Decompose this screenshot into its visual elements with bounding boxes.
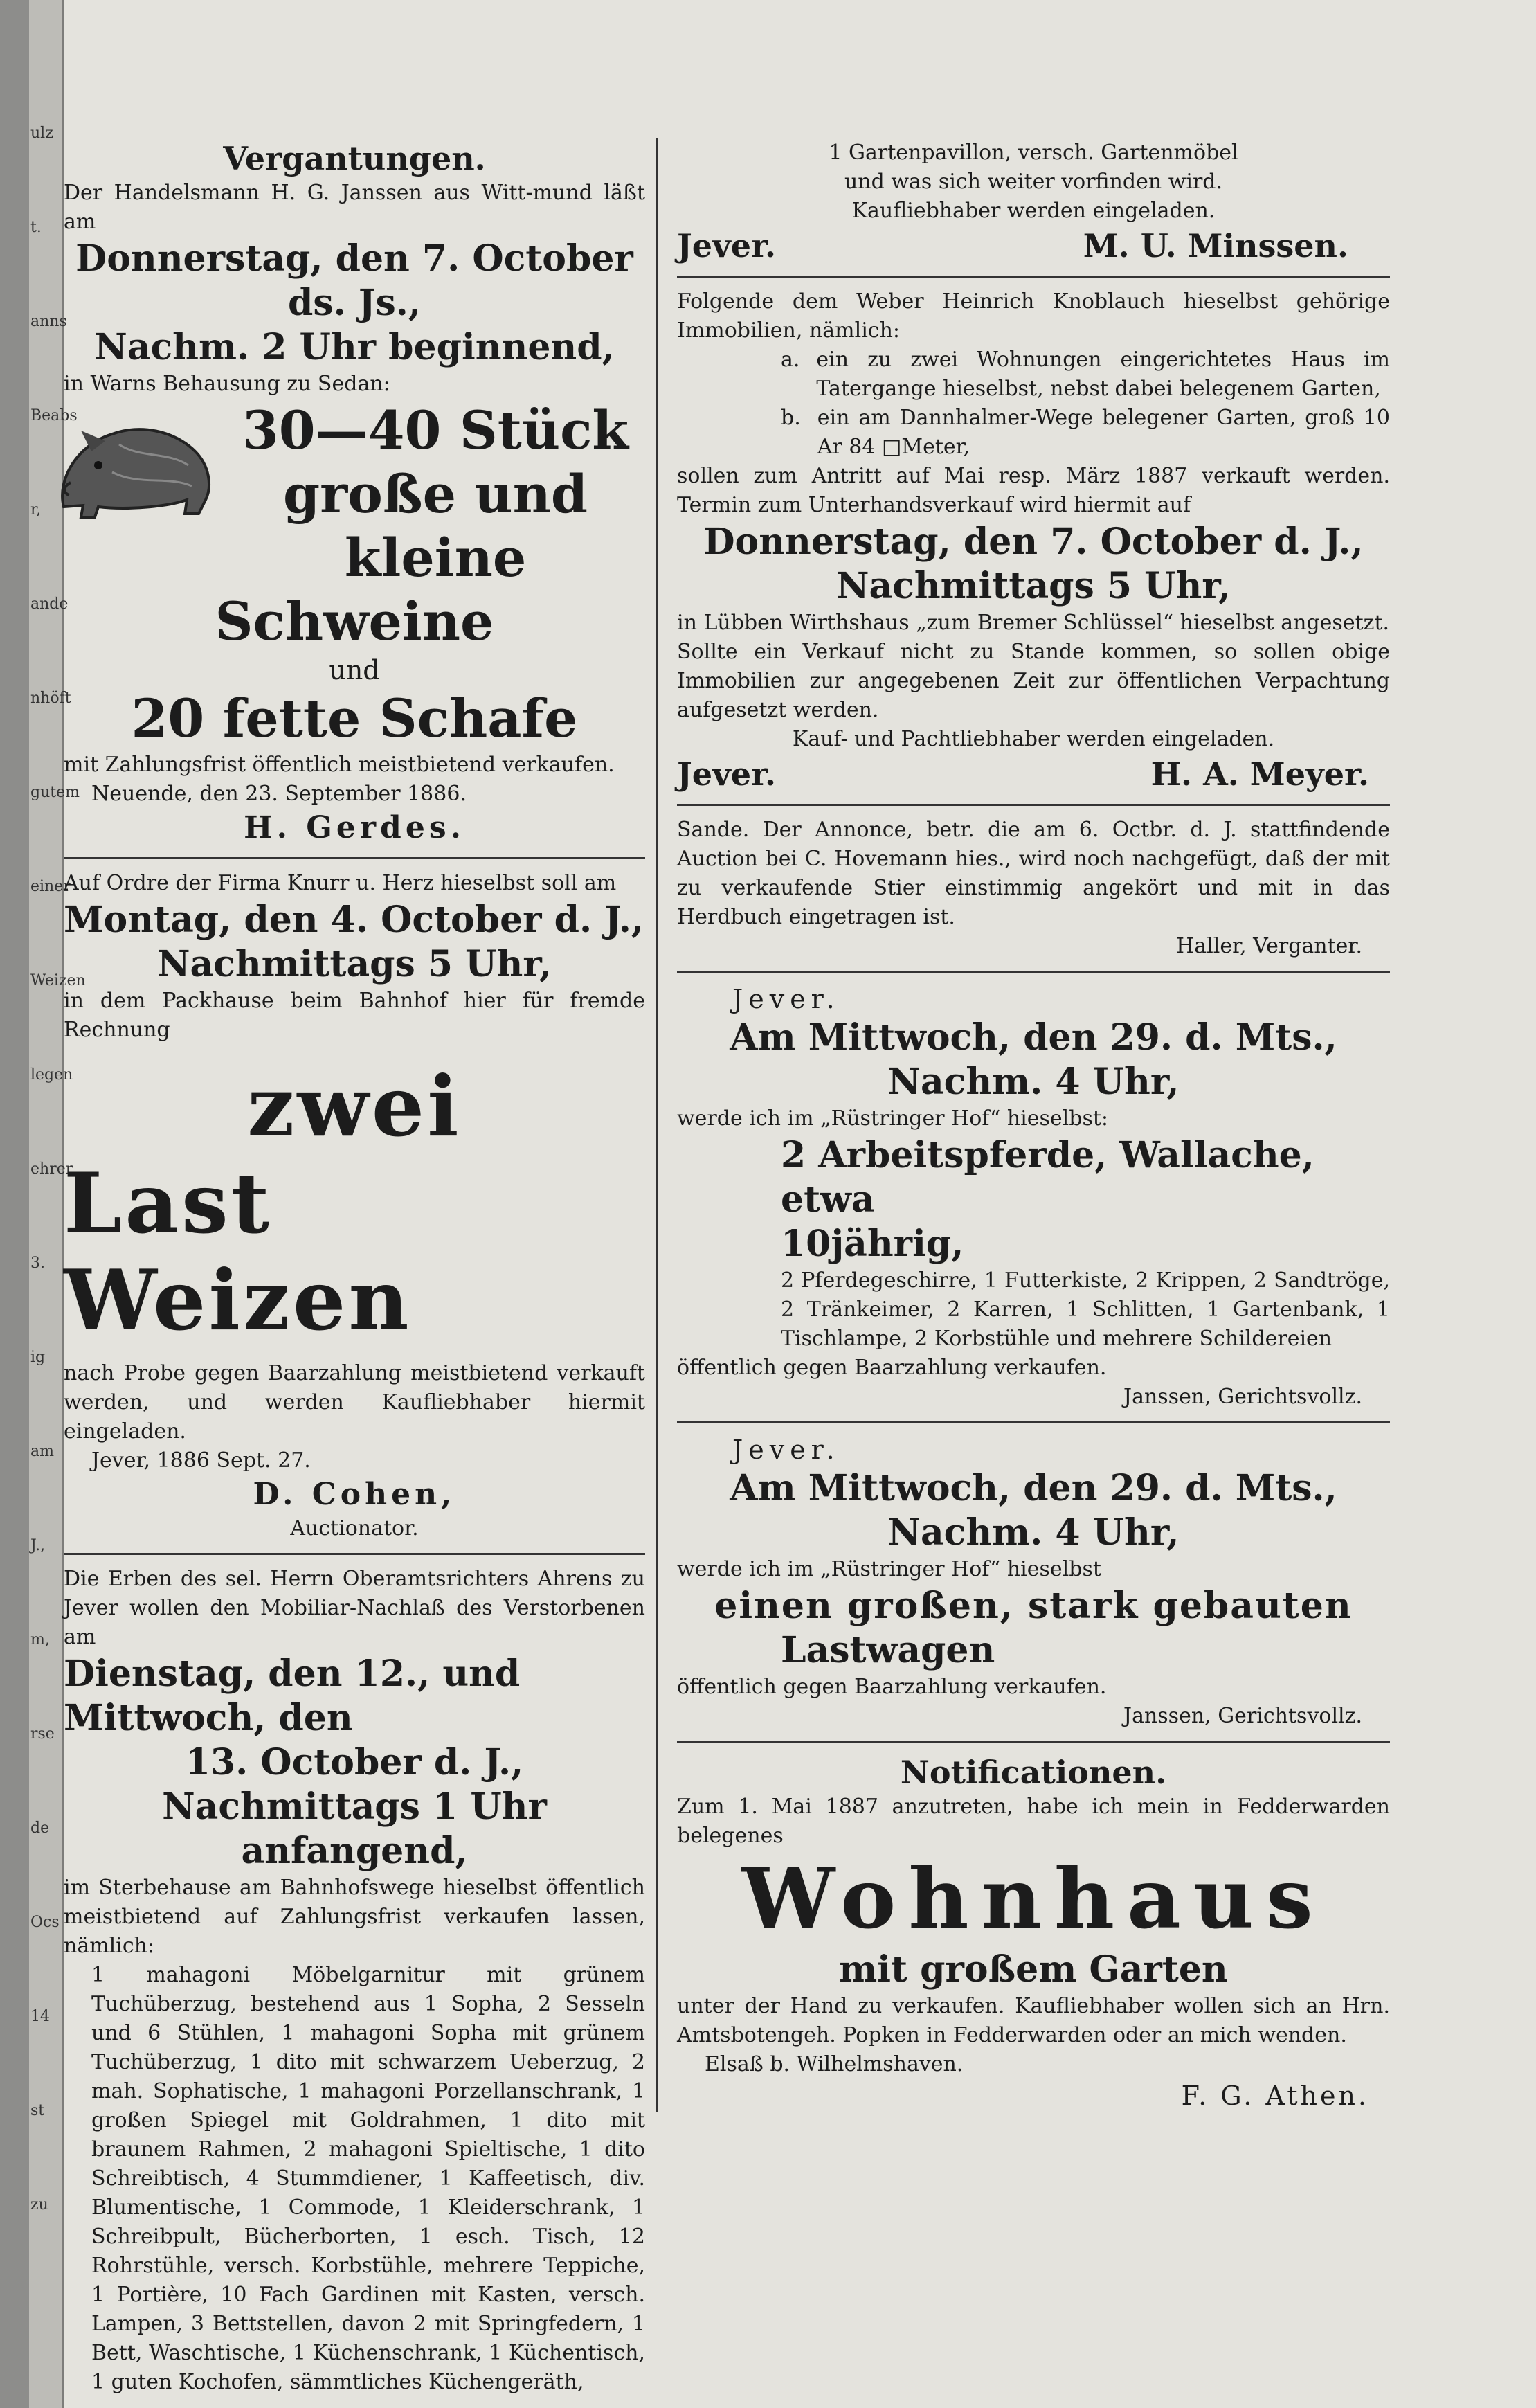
notice-place: in Lübben Wirthshaus „zum Bremer Schlüssel“ hieselbst angesetzt. bbox=[677, 611, 1390, 635]
list-text: ein am Dannhalmer-Wege belegener Garten, groß 10 Ar 84 □Meter, bbox=[817, 406, 1390, 459]
headline-quantity: zwei bbox=[247, 1058, 462, 1156]
notice-intro: werde ich im „Rüstringer Hof“ hieselbst: bbox=[677, 1106, 1109, 1131]
auction-date-cont: 13. October d. J., bbox=[185, 1741, 524, 1783]
signature: Janssen, Gerichtsvollz. bbox=[1123, 1704, 1362, 1728]
signature: Haller, Verganter. bbox=[1176, 934, 1362, 958]
notice-time: Nachm. 4 Uhr, bbox=[887, 1061, 1180, 1103]
auction-place: im Sterbehause am Bahnhofswege hieselbst öffentlich meistbietend auf Zahlungsfrist verkaufen lassen, nämlich: bbox=[64, 1876, 645, 1958]
auction-place: in Warns Behausung zu Sedan: bbox=[64, 372, 390, 396]
signature: Janssen, Gerichtsvollz. bbox=[1123, 1385, 1362, 1409]
sale-terms: sollen zum Antritt auf Mai resp. März 1887 verkauft werden. Termin zum Unterhandsverkauf wird hiermit auf bbox=[677, 464, 1390, 517]
signature: F. G. Athen. bbox=[1181, 2081, 1369, 2111]
item-highlight-cont: 10jährig, bbox=[781, 1223, 964, 1265]
place-name: Jever. bbox=[732, 984, 840, 1014]
place-name: Jever. bbox=[732, 1435, 840, 1465]
auction-time: Nachm. 2 Uhr beginnend, bbox=[94, 326, 615, 368]
gutter-fragment: t. bbox=[30, 219, 42, 236]
separator bbox=[677, 1741, 1390, 1743]
item-highlight: einen großen, stark gebauten bbox=[714, 1585, 1353, 1627]
gutter-fragment: ig bbox=[30, 1349, 46, 1366]
notice-terms: öffentlich gegen Baarzahlung verkaufen. bbox=[677, 1356, 1107, 1380]
continued-line: Kaufliebhaber werden eingeladen. bbox=[851, 199, 1216, 223]
column-divider bbox=[656, 138, 658, 2112]
notice-condition: Sollte ein Verkauf nicht zu Stande kommen, so sollen obige Immobilien zur angegebenen Zeit zur öffentlichen Verpachtung aufgesetzt werden. bbox=[677, 640, 1390, 722]
auction-intro: Der Handelsmann H. G. Janssen aus Witt-mund läßt am bbox=[64, 181, 645, 234]
auction-terms: nach Probe gegen Baarzahlung meistbietend verkauft werden, und werden Kaufliebhaber hiermit eingeladen. bbox=[64, 1361, 645, 1444]
gutter-fragment: ulz bbox=[30, 125, 53, 142]
section-title: Notificationen. bbox=[900, 1754, 1167, 1791]
gutter-fragment: am bbox=[30, 1443, 54, 1460]
signature: M. U. Minssen. bbox=[1083, 227, 1348, 264]
gutter-fragment: Beabs bbox=[30, 407, 78, 424]
list-text: ein zu zwei Wohnungen eingerichtetes Haus im Tatergange hieselbst, nebst dabei belegenem Garten, bbox=[816, 348, 1390, 401]
gutter-fragment: st bbox=[30, 2102, 45, 2119]
gutter-fragment: ehrer bbox=[30, 1160, 73, 1178]
gutter-fragment: m, bbox=[30, 1631, 50, 1648]
auction-date: Dienstag, den 12., und Mittwoch, den bbox=[64, 1653, 521, 1739]
notice-intro: Folgende dem Weber Heinrich Knoblauch hieselbst gehörige Immobilien, nämlich: bbox=[677, 289, 1390, 343]
pig-illustration bbox=[50, 403, 216, 528]
separator bbox=[64, 857, 645, 859]
gutter-fragment: Ocs bbox=[30, 1914, 60, 1931]
headline-subtitle: mit großem Garten bbox=[839, 1948, 1228, 1991]
headline-product: Last Weizen bbox=[64, 1155, 412, 1349]
right-column bbox=[677, 138, 1390, 2257]
place-name: Jever. bbox=[677, 755, 777, 793]
signature-row bbox=[677, 754, 1390, 794]
item-highlight-cont: Lastwagen bbox=[781, 1629, 995, 1671]
item-highlight: 2 Arbeitspferde, Wallache, etwa bbox=[781, 1134, 1314, 1221]
gutter-fragment: anns bbox=[30, 313, 67, 330]
gutter-fragment: nhöft bbox=[30, 690, 71, 707]
signature-row bbox=[677, 226, 1390, 266]
item-list: 1 mahagoni Möbelgarnitur mit grünem Tuchüberzug, bestehend aus 1 Sopha, 2 Sesseln und 6 Stühlen, 1 mahagoni Sopha mit grünem Tuchüberzug, 1 dito mit schwarzem Ueberzug, 2 mah. Sophatische, 1 mahagoni Porzellanschrank, 1 großen Spiegel mit Goldrahmen, 1 dito mit braunem Rahmen, 2 mahagoni Spieltische, 1 dito Schreibtisch, 4 Stummdiener, 1 Kaffeetisch, div. Blumentische, 1 Commode, 1 Kleiderschrank, 1 Schreibpult, Bücherborten, 1 esch. Tisch, 12 Rohrstühle, versch. Korbstühle, mehrere Teppiche, 1 Portière, 10 Fach Gardinen mit Kasten, versch. Lampen, 3 Bettstellen, davon 2 mit Springfedern, 1 Bett, Waschtische, 1 Küchenschrank, 1 Küchentisch, 1 guten Kochofen, sämmtliches Küchengeräth, bbox=[91, 1963, 645, 2394]
gutter-fragment: de bbox=[30, 1820, 50, 1837]
gutter-fragment: Weizen bbox=[30, 972, 86, 989]
notice-invite: Kauf- und Pachtliebhaber werden eingeladen. bbox=[792, 727, 1275, 751]
separator bbox=[64, 1553, 645, 1555]
animal-count: 30—40 Stück bbox=[242, 399, 629, 461]
notice-intro: Zum 1. Mai 1887 anzutreten, habe ich mein in Fedderwarden belegenes bbox=[677, 1795, 1390, 1848]
separator bbox=[677, 276, 1390, 278]
animal-type-2: Schweine bbox=[215, 591, 494, 652]
dateline: Jever, 1886 Sept. 27. bbox=[91, 1448, 311, 1473]
list-item bbox=[677, 345, 1390, 404]
signature: H. Gerdes. bbox=[244, 810, 465, 845]
signature-role: Auctionator. bbox=[290, 1516, 419, 1540]
notice-date: Donnerstag, den 7. October d. J., bbox=[703, 521, 1364, 563]
separator bbox=[677, 971, 1390, 973]
auction-time: Nachmittags 1 Uhr anfangend, bbox=[162, 1786, 547, 1872]
gutter-fragment: legen bbox=[30, 1066, 73, 1084]
auction-place: in dem Packhause beim Bahnhof hier für fremde Rechnung bbox=[64, 989, 645, 1042]
signature: H. A. Meyer. bbox=[1150, 755, 1369, 793]
notice-time: Nachmittags 5 Uhr, bbox=[835, 565, 1231, 607]
conjunction: und bbox=[329, 655, 380, 685]
notice-date: Am Mittwoch, den 29. d. Mts., bbox=[730, 1467, 1337, 1509]
signature: D. Cohen, bbox=[253, 1477, 456, 1512]
auction-time: Nachmittags 5 Uhr, bbox=[156, 943, 552, 985]
auction-intro: Die Erben des sel. Herrn Oberamtsrichters Ahrens zu Jever wollen den Mobiliar-Nachlaß des Verstorbenen am bbox=[64, 1567, 645, 1649]
separator bbox=[677, 1421, 1390, 1423]
continued-line: 1 Gartenpavillon, versch. Gartenmöbel bbox=[829, 141, 1238, 165]
notice-date: Am Mittwoch, den 29. d. Mts., bbox=[730, 1016, 1337, 1059]
gutter-fragment: zu bbox=[30, 2196, 48, 2213]
auction-terms: mit Zahlungsfrist öffentlich meistbietend verkaufen. bbox=[64, 753, 615, 777]
gutter-fragment: gutem bbox=[30, 784, 80, 801]
gutter-fragment: 3. bbox=[30, 1255, 45, 1272]
gutter-fragment: r, bbox=[30, 501, 42, 519]
gutter-fragment: J., bbox=[30, 1537, 46, 1554]
auction-date: Montag, den 4. October d. J., bbox=[64, 899, 644, 941]
sheep-count: 20 fette Schafe bbox=[131, 688, 578, 749]
notice-text: unter der Hand zu verkaufen. Kaufliebhaber wollen sich an Hrn. Amtsbotengeh. Popken in Fedderwarden oder an mich wenden. bbox=[677, 1994, 1390, 2047]
continued-line: und was sich weiter vorfinden wird. bbox=[844, 170, 1223, 194]
place-name: Jever. bbox=[677, 227, 777, 264]
section-title: Vergantungen. bbox=[223, 140, 486, 177]
adjacent-page-margin bbox=[29, 0, 86, 2408]
list-label: b. bbox=[781, 406, 801, 430]
newspaper-page bbox=[29, 0, 1536, 2408]
notice-intro: werde ich im „Rüstringer Hof“ hieselbst bbox=[677, 1557, 1101, 1581]
gutter-fragment: 14 bbox=[30, 2008, 50, 2025]
dateline: Elsaß b. Wilhelmshaven. bbox=[705, 2052, 964, 2076]
item-list: 2 Pferdegeschirre, 1 Futterkiste, 2 Krippen, 2 Sandtröge, 2 Tränkeimer, 2 Karren, 1 Schlitten, 1 Gartenbank, 1 Tischlampe, 2 Korbstühle und mehrere Schildereien bbox=[781, 1268, 1390, 1351]
gutter-fragment: rse bbox=[30, 1725, 55, 1743]
headline-property: Wohnhaus bbox=[741, 1850, 1326, 1948]
separator bbox=[677, 804, 1390, 806]
auction-date: Donnerstag, den 7. October ds. Js., bbox=[75, 237, 633, 324]
list-item bbox=[677, 404, 1390, 462]
auction-intro: Auf Ordre der Firma Knurr u. Herz hieselbst soll am bbox=[64, 871, 617, 895]
left-column bbox=[64, 138, 645, 2394]
list-label: a. bbox=[781, 348, 800, 372]
gutter-fragment: ande bbox=[30, 595, 69, 613]
notice-text: Sande. Der Annonce, betr. die am 6. Octbr. d. J. stattfindende Auction bei C. Hovemann hies., wird noch nachgefügt, daß der mit zu verkaufende Stier einstimmig angekört und mit in das Herdbuch eingetragen ist. bbox=[677, 818, 1390, 929]
notice-terms: öffentlich gegen Baarzahlung verkaufen. bbox=[677, 1675, 1107, 1699]
notice-time: Nachm. 4 Uhr, bbox=[887, 1511, 1180, 1554]
dateline: Neuende, den 23. September 1886. bbox=[91, 782, 467, 806]
animal-type-1: große und kleine bbox=[282, 463, 588, 588]
gutter-fragment: einer bbox=[30, 878, 71, 895]
